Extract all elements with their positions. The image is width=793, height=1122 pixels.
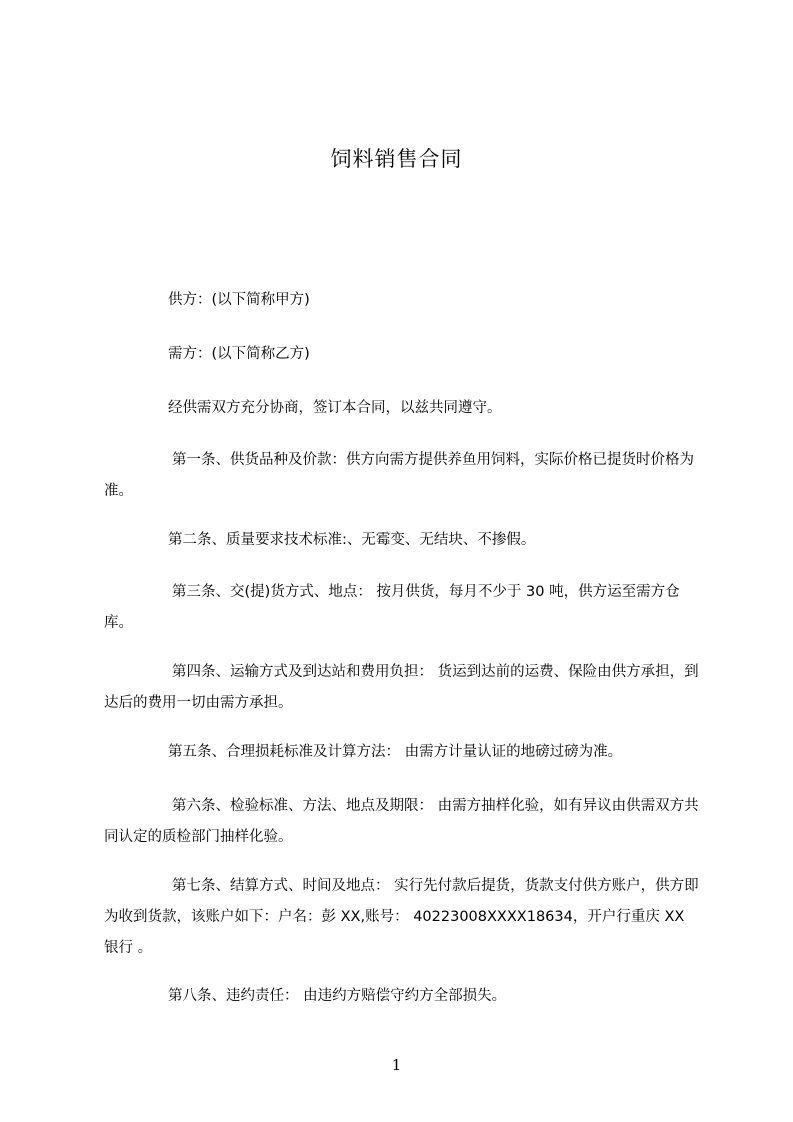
paragraph-supplier: 供方：(以下简称甲方) bbox=[168, 292, 310, 308]
paragraph-article-2: 第二条、质量要求技术标准:、无霉变、无结块、不掺假。 bbox=[168, 532, 536, 548]
paragraph-article-4: 第四条、运输方式及到达站和费用负担： 货运到达前的运费、保险由供方承担，到达后的费用一切由需方承担。 bbox=[104, 664, 699, 711]
document-title: 饲料销售合同 bbox=[330, 147, 463, 171]
paragraph-preamble: 经供需双方充分协商，签订本合同，以兹共同遵守。 bbox=[168, 400, 502, 416]
page-number: 1 bbox=[391, 1056, 402, 1074]
paragraph-article-3: 第三条、交(提)货方式、地点： 按月供货，每月不少于 30 吨，供方运至需方仓库。 bbox=[104, 584, 680, 631]
paragraph-article-8: 第八条、违约责任： 由违约方赔偿守约方全部损失。 bbox=[168, 988, 507, 1004]
paragraph-article-1: 第一条、供货品种及价款：供方向需方提供养鱼用饲料，实际价格已提货时价格为准。 bbox=[104, 452, 694, 499]
paragraph-article-6: 第六条、检验标准、方法、地点及期限： 由需方抽样化验，如有异议由供需双方共同认定的质检部门抽样化验。 bbox=[104, 798, 699, 845]
paragraph-buyer: 需方：(以下简称乙方) bbox=[168, 346, 310, 362]
paragraph-article-5: 第五条、合理损耗标准及计算方法： 由需方计量认证的地磅过磅为准。 bbox=[168, 744, 623, 760]
paragraph-article-7: 第七条、结算方式、时间及地点： 实行先付款后提货，货款支付供方账户，供方即为收到货款，该账户如下：户名：彭 XX,账号： 40223008XXXX18634，开户行重庆 XX 银行 。 bbox=[104, 878, 699, 956]
